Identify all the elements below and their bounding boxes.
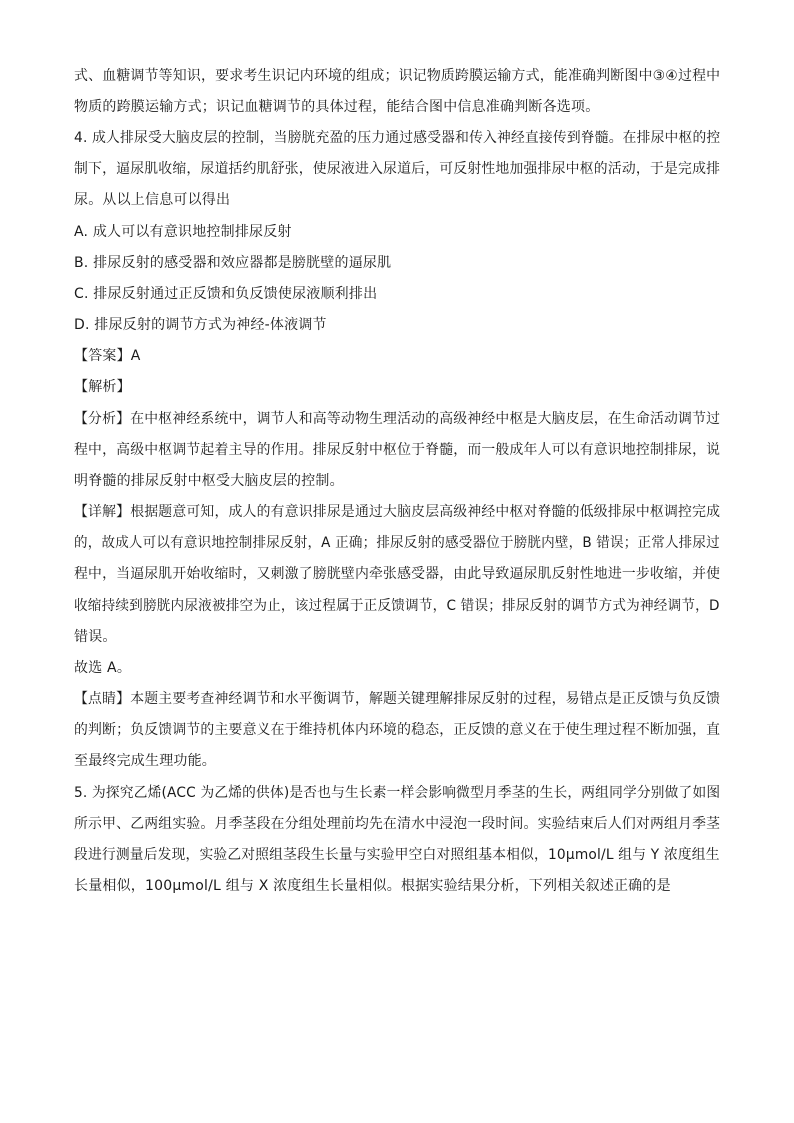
answer-label: 【答案】A [74, 348, 141, 364]
text-line: 程中，当逼尿肌开始收缩时，又刺激了膀胱壁内牵张感受器，由此导致逼尿肌反射性地进一步收缩，并使 [74, 566, 721, 582]
analysis-text: 【分析】在中枢神经系统中，调节人和高等动物生理活动的高级神经中枢是大脑皮层，在生命活动调节过 [74, 411, 721, 427]
detail-text: 【详解】根据题意可知，成人的有意识排尿是通过大脑皮层高级神经中枢对脊髓的低级排尿中枢调控完成 [74, 504, 721, 520]
text-line: 的判断；负反馈调节的主要意义在于维持机体内环境的稳态，正反馈的意义在于使生理过程不断加强，直 [74, 722, 721, 738]
option-b: B. 排尿反射的感受器和效应器都是膀胱壁的逼尿肌 [74, 255, 392, 271]
analysis-label: 【解析】 [74, 379, 131, 395]
text-line: 段进行测量后发现，实验乙对照组茎段生长量与实验甲空白对照组基本相似，10μmol/L 组与 Y 浓度组生 [74, 847, 720, 863]
option-d: D. 排尿反射的调节方式为神经-体液调节 [74, 317, 327, 333]
question-4-stem: 4. 成人排尿受大脑皮层的控制，当膀胱充盈的压力通过感受器和传入神经直接传到脊髓。在排尿中枢的控 [74, 130, 721, 146]
option-c: C. 排尿反射通过正反馈和负反馈使尿液顺利排出 [74, 286, 378, 302]
option-a: A. 成人可以有意识地控制排尿反射 [74, 224, 292, 240]
text-line: 尿。从以上信息可以得出 [74, 192, 231, 208]
text-line: 错误。 [74, 629, 117, 645]
text-line: 程中，高级中枢调节起着主导的作用。排尿反射中枢位于脊髓，而一般成年人可以有意识地控制排尿，说 [74, 442, 721, 458]
text-line: 式、血糖调节等知识，要求考生识记内环境的组成；识记物质跨膜运输方式，能准确判断图中③④过程中 [74, 68, 721, 84]
text-line: 故选 A。 [74, 660, 132, 676]
text-line: 制下，逼尿肌收缩，尿道括约肌舒张，使尿液进入尿道后，可反射性地加强排尿中枢的活动，于是完成排 [74, 161, 721, 177]
text-line: 的，故成人可以有意识地控制排尿反射，A 正确；排尿反射的感受器位于膀胱内壁，B 错误；正常人排尿过 [74, 535, 720, 551]
text-line: 收缩持续到膀胱内尿液被排空为止，该过程属于正反馈调节，C 错误；排尿反射的调节方式为神经调节，D [74, 598, 720, 614]
comment-text: 【点睛】本题主要考查神经调节和水平衡调节，解题关键理解排尿反射的过程，易错点是正反馈与负反馈 [74, 691, 721, 707]
question-5-stem: 5. 为探究乙烯(ACC 为乙烯的供体)是否也与生长素一样会影响微型月季茎的生长，两组同学分别做了如图 [74, 785, 721, 801]
text-line: 明脊髓的排尿反射中枢受大脑皮层的控制。 [74, 473, 344, 489]
text-line: 物质的跨膜运输方式；识记血糖调节的具体过程，能结合图中信息准确判断各选项。 [74, 99, 600, 115]
text-line: 所示甲、乙两组实验。月季茎段在分组处理前均先在清水中浸泡一段时间。实验结束后人们对两组月季茎 [74, 816, 721, 832]
text-line: 长量相似，100μmol/L 组与 X 浓度组生长量相似。根据实验结果分析，下列相关叙述正确的是 [74, 878, 671, 894]
text-line: 至最终完成生理功能。 [74, 753, 216, 769]
